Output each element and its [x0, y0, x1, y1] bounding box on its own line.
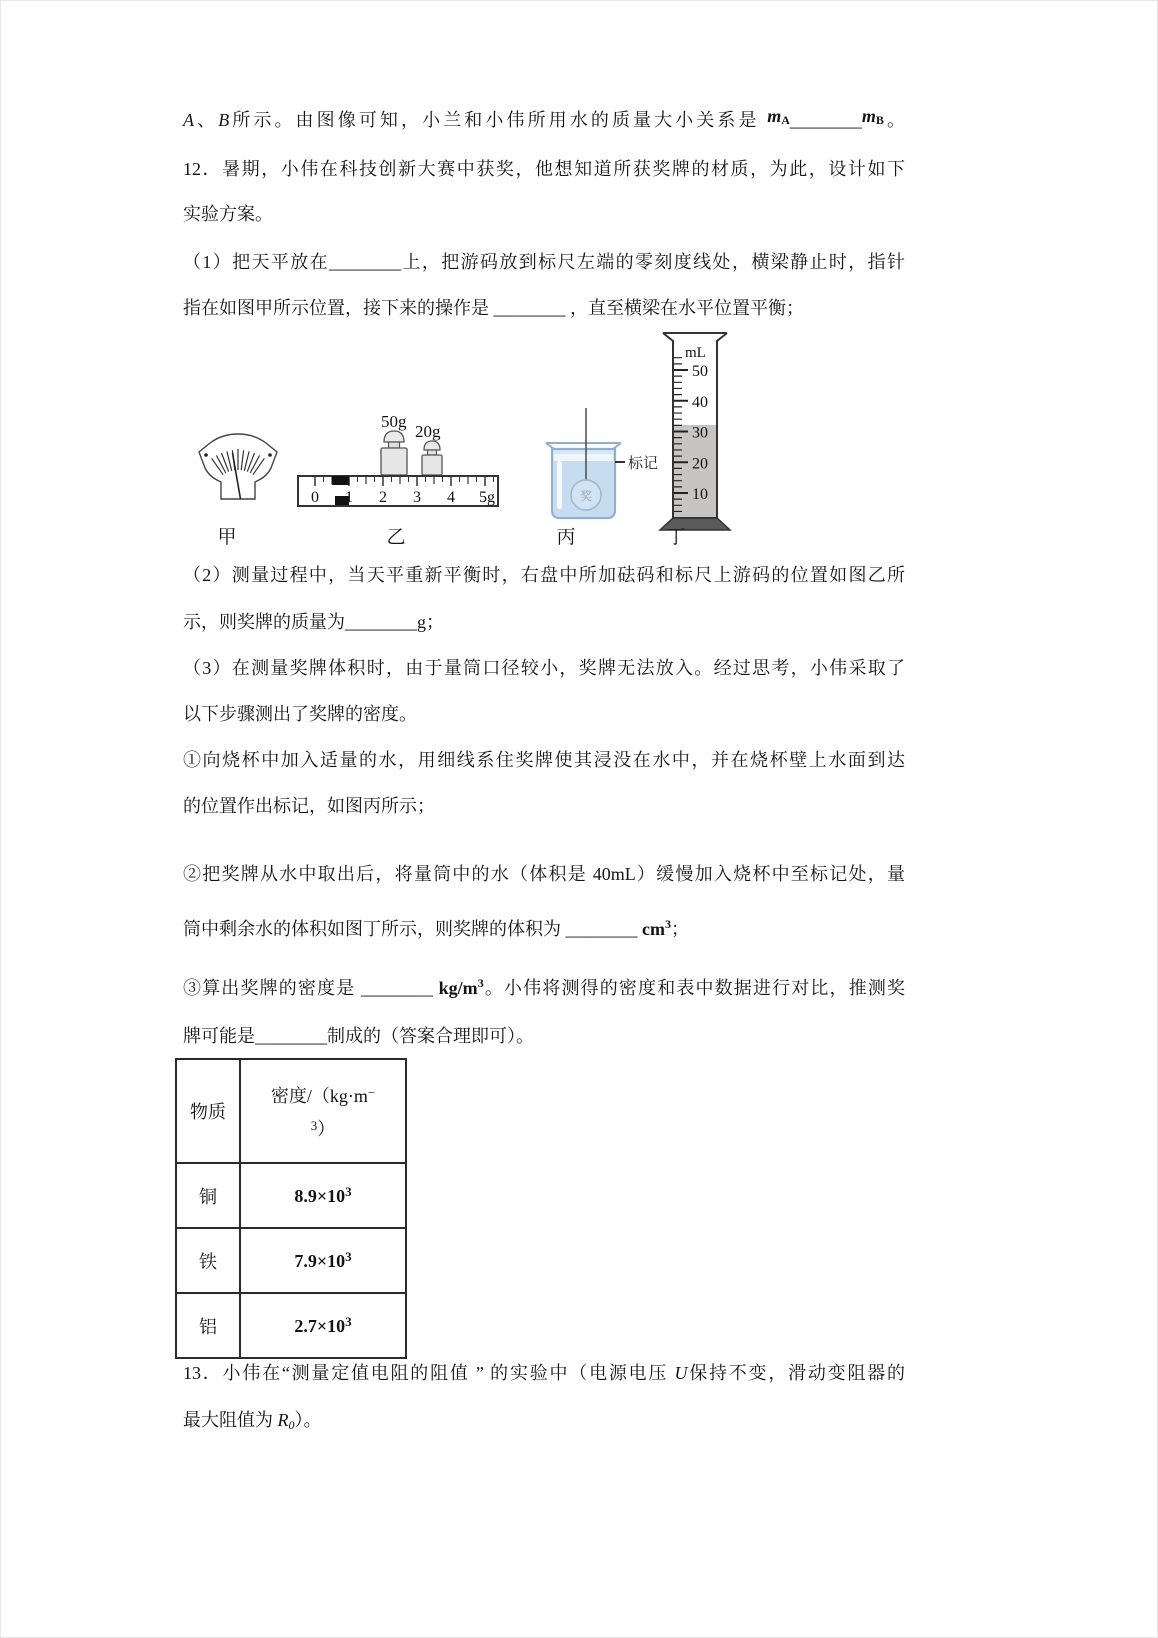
table-row	[176, 1163, 406, 1228]
header-substance: 物质	[176, 1059, 240, 1163]
svg-text:3: 3	[413, 489, 421, 506]
caption-bing: 丙	[556, 527, 576, 548]
line-q12-part3-2: 以下步骤测出了奖牌的密度。	[183, 704, 417, 724]
line-q13-2: 最大阻值为 R0）。	[183, 1410, 322, 1432]
caption-ding: 丁	[666, 527, 686, 548]
line-q12-part3-1: （3）在测量奖牌体积时，由于量筒口径较小，奖牌无法放入。经过思考，小伟采取了	[183, 658, 905, 678]
line-q12-part2-1: （2）测量过程中，当天平重新平衡时，右盘中所加砝码和标尺上游码的位置如图乙所	[183, 565, 905, 585]
density-table	[175, 1058, 407, 1359]
table-row	[176, 1228, 406, 1293]
svg-text:50: 50	[692, 363, 708, 380]
caption-jia: 甲	[217, 527, 237, 548]
density-cell: $8.9\times 10^3$	[240, 1163, 406, 1228]
density-cell: $7.9\times 10^3$	[240, 1228, 406, 1293]
weight-50g-label: 50g	[381, 412, 407, 431]
line-step1-2: 的位置作出标记，如图丙所示；	[183, 796, 435, 816]
table-row	[176, 1293, 406, 1358]
line-q12-part2-2: 示，则奖牌的质量为________g；	[183, 612, 444, 632]
svg-text:5g: 5g	[479, 489, 495, 506]
line-q12-part1-1: （1）把天平放在________上，把游码放到标尺左端的零刻度线处，横梁静止时，指针	[183, 252, 905, 272]
balance-dial-figure	[192, 432, 284, 502]
substance-cell: 铁	[176, 1228, 240, 1293]
caption-yi: 乙	[386, 527, 406, 548]
svg-text:0: 0	[311, 489, 319, 506]
line-step2-2: 筒中剩余水的体积如图丁所示，则奖牌的体积为 ________ $cm^3$；	[183, 917, 689, 939]
graduated-cylinder-figure	[650, 330, 735, 538]
svg-text:4: 4	[447, 489, 455, 506]
line-q11-end: A、B所示。由图像可知，小兰和小伟所用水的质量大小关系是 mA________mB。	[183, 106, 906, 130]
line-q12-stem-1: 12．暑期，小伟在科技创新大赛中获奖，他想知道所获奖牌的材质，为此，设计如下	[183, 159, 905, 179]
line-q12-stem-2: 实验方案。	[183, 204, 273, 224]
svg-text:1: 1	[345, 489, 353, 506]
line-q12-part1-2: 指在如图甲所示位置，接下来的操作是 ________ ，直至横梁在水平位置平衡；	[183, 298, 804, 318]
svg-text:2: 2	[379, 489, 387, 506]
water-mark-label: 标记	[628, 456, 659, 472]
ml-unit: mL	[685, 345, 706, 361]
density-cell: $2.7\times 10^3$	[240, 1293, 406, 1358]
svg-text:40: 40	[692, 393, 708, 411]
weight-20g-label: 20g	[415, 422, 441, 441]
weights-ruler-figure	[295, 412, 501, 510]
svg-text:30: 30	[692, 424, 708, 442]
substance-cell: 铝	[176, 1293, 240, 1358]
header-density: 密度/（kg·m− $^3$）	[240, 1059, 406, 1163]
svg-text:20: 20	[692, 455, 708, 473]
line-step1-1: ①向烧杯中加入适量的水，用细线系住奖牌使其浸没在水中，并在烧杯壁上水面到达	[183, 750, 905, 770]
line-step3-1: ③算出奖牌的密度是 ________ $kg/m^3$。小伟将测得的密度和表中数据进行对比，推测奖	[183, 976, 906, 998]
rider-slider	[332, 476, 349, 485]
medal-character: 奖	[579, 489, 593, 503]
line-step3-2: 牌可能是________制成的（答案合理即可）。	[183, 1026, 534, 1046]
svg-text:10: 10	[692, 486, 708, 503]
substance-cell: 铜	[176, 1163, 240, 1228]
table-header-row	[176, 1059, 406, 1163]
line-step2-1: ②把奖牌从水中取出后，将量筒中的水（体积是 40mL）缓慢加入烧杯中至标记处，量	[183, 864, 905, 884]
line-q13-1: 13．小伟在“测量定值电阻的阻值 ” 的实验中（电源电压 U保持不变，滑动变阻器的	[183, 1363, 905, 1383]
